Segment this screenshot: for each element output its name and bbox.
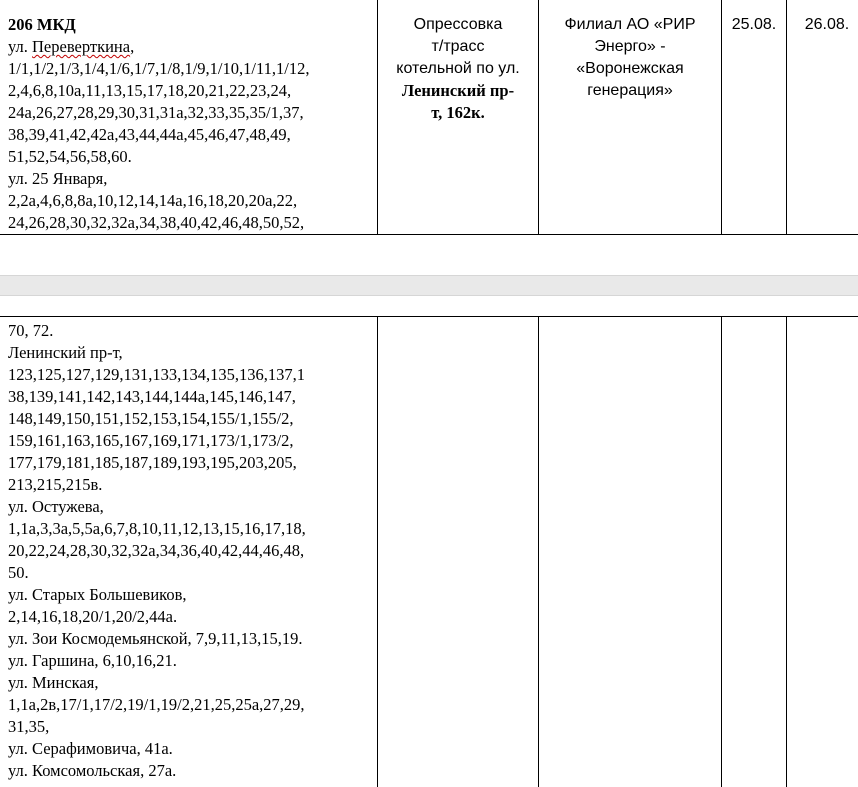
- address-line: ул. Комсомольская, 27а.: [8, 760, 377, 782]
- organization-line: Филиал АО «РИР: [539, 14, 721, 36]
- address-line: 24,26,28,30,32,32а,34,38,40,42,46,48,50,52,: [8, 212, 377, 234]
- address-line: 1/1,1/2,1/3,1/4,1/6,1/7,1/8,1/9,1/10,1/11,1/12,: [8, 58, 377, 80]
- street-line: ул. Переверткина,: [8, 36, 377, 58]
- start-date-cell-empty: [722, 317, 787, 787]
- address-line: 148,149,150,151,152,153,154,155/1,155/2,: [8, 408, 377, 430]
- address-line: 2,4,6,8,10а,11,13,15,17,18,20,21,22,23,24,: [8, 80, 377, 102]
- addresses-cell: [0, 0, 378, 235]
- address-line: Ленинский пр-т,: [8, 342, 377, 364]
- reason-line: котельной по ул.: [378, 58, 538, 80]
- address-line: 70, 72.: [8, 320, 377, 342]
- addresses-cell: [0, 317, 378, 787]
- spellcheck-underlined-word: Переверткина: [32, 37, 130, 56]
- address-line: 213,215,215в.: [8, 474, 377, 496]
- organization-line: «Воронежская: [539, 58, 721, 80]
- address-line: 123,125,127,129,131,133,134,135,136,137,1: [8, 364, 377, 386]
- outage-table-bottom: [0, 316, 858, 787]
- address-line: ул. Остужева,: [8, 496, 377, 518]
- organization-cell-empty: [539, 317, 722, 787]
- address-line: ул. Серафимовича, 41а.: [8, 738, 377, 760]
- reason-line: т/трасс: [378, 36, 538, 58]
- address-line: 177,179,181,185,187,189,193,195,203,205,: [8, 452, 377, 474]
- address-line: 38,139,141,142,143,144,144а,145,146,147,: [8, 386, 377, 408]
- reason-line: Опрессовка: [378, 14, 538, 36]
- address-line: 2,2а,4,6,8,8а,10,12,14,14а,16,18,20,20а,22,: [8, 190, 377, 212]
- address-line: 31,35,: [8, 716, 377, 738]
- start-date: 25.08.: [722, 14, 786, 36]
- table-page-bottom: [0, 316, 858, 784]
- address-line: 38,39,41,42,42а,43,44,44а,45,46,47,48,49,: [8, 124, 377, 146]
- reason-address-line: Ленинский пр-: [378, 80, 538, 102]
- outage-table-top: [0, 0, 858, 235]
- address-line: ул. Зои Космодемьянской, 7,9,11,13,15,19.: [8, 628, 377, 650]
- address-line: 51,52,54,56,58,60.: [8, 146, 377, 168]
- end-date: 26.08.: [787, 14, 858, 36]
- page-separator-band: [0, 275, 858, 296]
- address-line: ул. 25 Января,: [8, 168, 377, 190]
- table-row: [0, 0, 858, 235]
- address-line: 50.: [8, 562, 377, 584]
- end-date-cell-empty: [787, 317, 858, 787]
- address-line: 1,1а,3,3а,5,5а,6,7,8,10,11,12,13,15,16,17,18,: [8, 518, 377, 540]
- organization-line: генерация»: [539, 80, 721, 102]
- address-line: 1,1а,2в,17/1,17/2,19/1,19/2,21,25,25а,27,29,: [8, 694, 377, 716]
- address-line: 2,14,16,18,20/1,20/2,44а.: [8, 606, 377, 628]
- table-row: [0, 317, 858, 787]
- address-line: 159,161,163,165,167,169,171,173/1,173/2,: [8, 430, 377, 452]
- start-date-cell: [722, 0, 787, 235]
- reason-cell-empty: [378, 317, 539, 787]
- address-line: ул. Старых Большевиков,: [8, 584, 377, 606]
- organization-line: Энерго» -: [539, 36, 721, 58]
- address-line: ул. Минская,: [8, 672, 377, 694]
- end-date-cell: [787, 0, 858, 235]
- address-line: ул. Гаршина, 6,10,16,21.: [8, 650, 377, 672]
- table-page-top: [0, 0, 858, 235]
- organization-cell: [539, 0, 722, 235]
- reason-cell: [378, 0, 539, 235]
- reason-address-line: т, 162к.: [378, 102, 538, 124]
- address-line: 24а,26,27,28,29,30,31,31а,32,33,35,35/1,37,: [8, 102, 377, 124]
- building-count-title: 206 МКД: [8, 14, 377, 36]
- address-line: 20,22,24,28,30,32,32а,34,36,40,42,44,46,48,: [8, 540, 377, 562]
